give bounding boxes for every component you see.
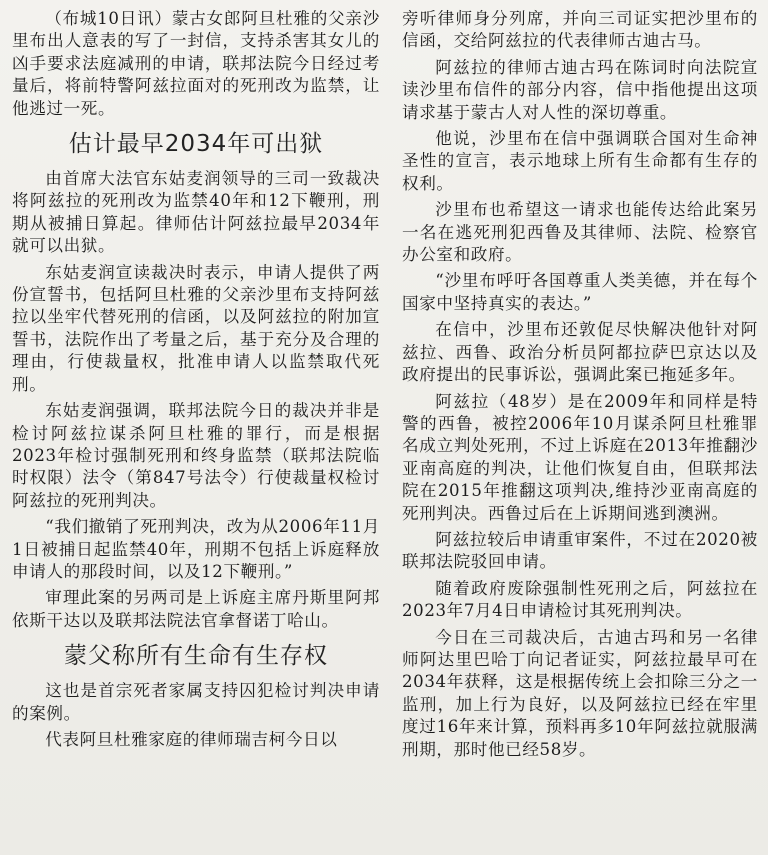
article-columns xyxy=(12,8,758,855)
quote-paragraph: “我们撤销了死刑判决，改为从2006年11月1日被捕日起监禁40年，刑期不包括上诉庭释放申请人的那段时间，以及12下鞭刑。” xyxy=(12,517,380,581)
paragraph: 今日在三司裁决后，古迪古玛和另一名律师阿达里巴哈丁向记者证实，阿兹拉最早可在 2034年获释，这是根据传统上会扣除三分之一监刑，加上行为良好，以及阿兹拉已经在牢里度过16年来计算，预料再多10年阿兹拉就服满刑期，那时他已经58岁。 xyxy=(402,627,758,759)
right-column xyxy=(402,8,758,855)
continued-paragraph: 旁听律师身分列席，并向三司证实把沙里布的信函，交给阿兹拉的代表律师古迪古马。 xyxy=(402,9,758,51)
paragraph: 阿兹拉（48岁）是在2009年和同样是特警的西鲁，被控2006年10月谋杀阿旦杜雅罪名成立判处死刑，不过上诉庭在2013年推翻沙亚南高庭的判决，让他们恢复自由，但联邦法院在2015年推翻这项判决,维持沙亚南高庭的死刑判决。西鲁过后在上诉期间逃到澳洲。 xyxy=(402,391,758,523)
paragraph: 东姑麦润强调，联邦法院今日的裁决并非是检讨阿兹拉谋杀阿旦杜雅的罪行，而是根据2023年检讨强制死刑和终身监禁（联邦法院临时权限）法令（第847号法令）行使裁量权检讨阿兹拉的死刑判决。 xyxy=(12,401,380,510)
paragraph: 沙里布也希望这一请求也能传达给此案另一名在逃死刑犯西鲁及其律师、法院、检察官办公室和政府。 xyxy=(402,200,758,265)
paragraph: 这也是首宗死者家属支持囚犯检讨判决申请的案例。 xyxy=(12,681,380,723)
paragraph: 审理此案的另两司是上诉庭主席丹斯里阿邦依斯干达以及联邦法院法官拿督诺丁哈山。 xyxy=(12,588,380,630)
subheading-right-to-life: 蒙父称所有生命有生存权 xyxy=(64,643,328,670)
left-column xyxy=(12,8,380,855)
quote-paragraph: “沙里布呼吁各国尊重人类美德，并在每个国家中坚持真实的表达。” xyxy=(402,271,758,313)
lead-paragraph: （布城10日讯）蒙古女郎阿旦杜雅的父亲沙里布出人意表的写了一封信，支持杀害其女儿的凶手要求法庭减刑的申请，联邦法院今日经过考量后，将前特警阿兹拉面对的死刑改为监禁，让他逃过一死。 xyxy=(12,9,380,118)
subheading-release-estimate: 估计最早2034年可出狱 xyxy=(68,131,324,158)
paragraph: 阿兹拉较后申请重审案件，不过在2020被联邦法院驳回申请。 xyxy=(402,529,758,572)
paragraph: 阿兹拉的律师古迪古玛在陈词时向法院宣读沙里布信件的部分内容，信中指他提出这项请求基于蒙古人对人性的深切尊重。 xyxy=(402,57,758,122)
paragraph: 代表阿旦杜雅家庭的律师瑞吉柯今日以 xyxy=(45,729,338,749)
paragraph: 他说，沙里布在信中强调联合国对生命神圣性的宣言，表示地球上所有生命都有生存的权利。 xyxy=(402,129,758,193)
paragraph: 由首席大法官东姑麦润领导的三司一致裁决将阿兹拉的死刑改为监禁40年和12下鞭刑，刑期从被捕日算起。律师估计阿兹拉最早2034年就可以出狱。 xyxy=(12,169,380,256)
paragraph: 东姑麦润宣读裁决时表示，申请人提供了两份宣誓书，包括阿旦杜雅的父亲沙里布支持阿兹拉以坐牢代替死刑的信函，以及阿兹拉的附加宣誓书，法院作出了考量之后，基于充分及合理的理由，行使裁量权，批准申请人以监禁取代死刑。 xyxy=(12,262,380,394)
paragraph: 在信中，沙里布还敦促尽快解决他针对阿兹拉、西鲁、政治分析员阿都拉萨巴京达以及政府提出的民事诉讼，强调此案已拖延多年。 xyxy=(402,320,758,385)
paragraph: 随着政府废除强制性死刑之后，阿兹拉在2023年7月4日申请检讨其死刑判决。 xyxy=(402,578,758,621)
